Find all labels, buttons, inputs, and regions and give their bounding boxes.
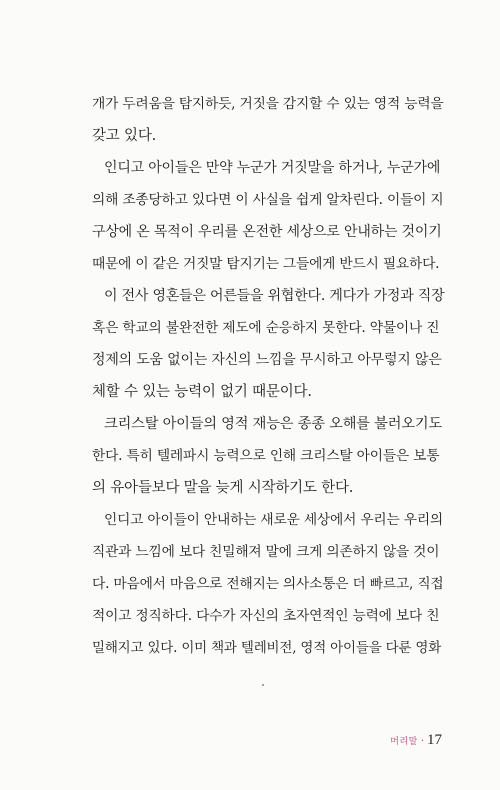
text-line: 밀해지고 있다. 이미 책과 텔레비전, 영적 아이들을 다룬 영화	[92, 640, 442, 656]
page-footer	[390, 732, 442, 749]
text-line: 의해 조종당하고 있다면 이 사실을 쉽게 알차린다. 이들이 지	[92, 192, 444, 208]
text-line: 의 유아들보다 말을 늦게 시작하기도 한다.	[92, 480, 354, 496]
body-text	[92, 88, 444, 664]
paragraph-start-line: 이 전사 영혼들은 어른들을 위협한다. 게다가 가정과 직장	[104, 288, 445, 304]
paragraph-start-line: 크리스탈 아이들의 영적 재능은 종종 오해를 불러오기도	[104, 416, 442, 432]
text-line: 갖고 있다.	[92, 128, 157, 144]
paragraph-start-line: 인디고 아이들이 안내하는 새로운 세상에서 우리는 우리의	[104, 512, 444, 528]
running-section-title: 머리말	[390, 737, 418, 747]
text-line: 혹은 학교의 불완전한 제도에 순응하지 못한다. 약물이나 진	[92, 320, 440, 336]
text-line: 정제의 도움 없이는 자신의 느낌을 무시하고 아무렇지 않은	[92, 352, 442, 368]
paragraph-start-line: 인디고 아이들은 만약 누군가 거짓말을 하거나, 누군가에	[104, 160, 441, 176]
text-line: 구상에 온 목적이 우리를 온전한 세상으로 안내하는 것이기	[92, 224, 442, 240]
text-line: 체할 수 있는 능력이 없기 때문이다.	[92, 384, 312, 400]
text-line: 직관과 느낌에 보다 친밀해져 말에 크게 의존하지 않을 것이	[92, 544, 440, 560]
text-line: 개가 두려움을 탐지하듯, 거짓을 감지할 수 있는 영적 능력을	[92, 96, 444, 112]
text-line: 적이고 정직하다. 다수가 자신의 초자연적인 능력에 보다 친	[92, 608, 440, 624]
footer-separator: ·	[420, 736, 424, 747]
print-speck	[262, 684, 264, 686]
page-number: 17	[427, 732, 442, 748]
text-line: 한다. 특히 텔레파시 능력으로 인해 크리스탈 아이들은 보통	[92, 448, 440, 464]
text-line: 다. 마음에서 마음으로 전해지는 의사소통은 더 빠르고, 직접	[92, 576, 444, 592]
text-line: 때문에 이 같은 거짓말 탐지기는 그들에게 반드시 필요하다.	[92, 256, 440, 272]
